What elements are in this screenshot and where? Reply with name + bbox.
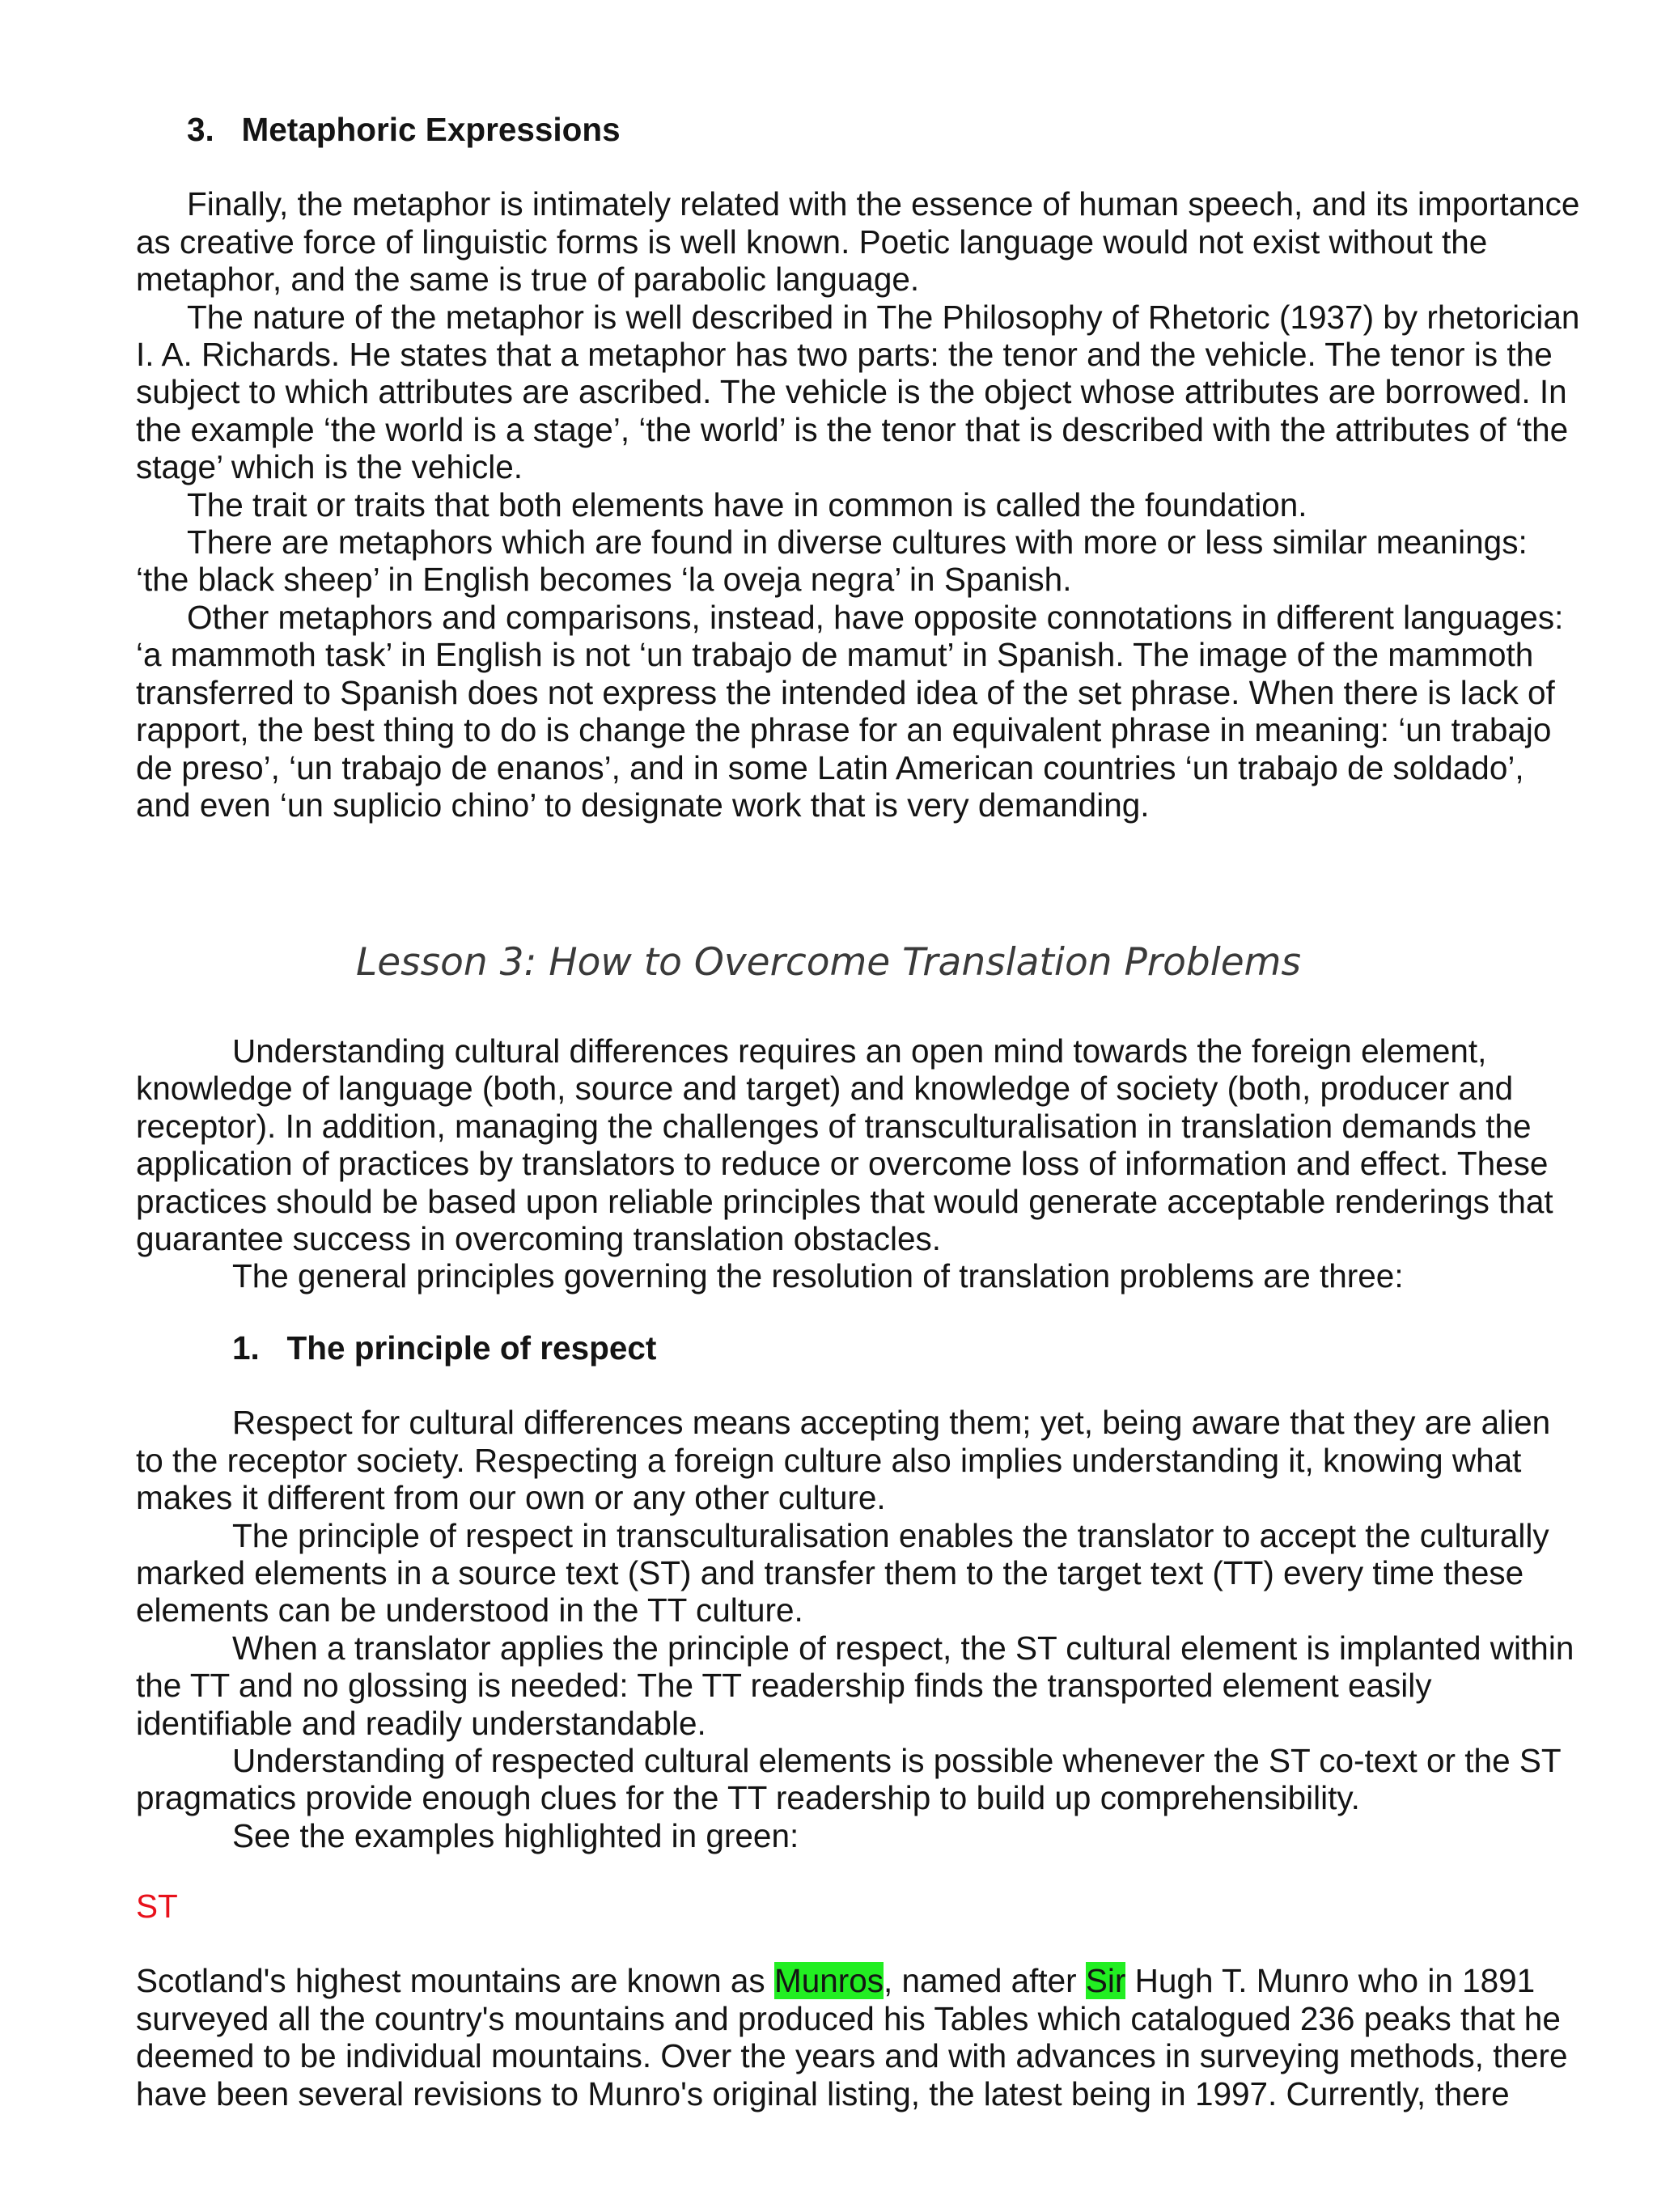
- paragraph: The trait or traits that both elements have in common is called the foundation.: [187, 485, 1307, 523]
- lesson-title: Lesson 3: How to Overcome Translation Problems: [356, 940, 1301, 985]
- paragraph: See the examples highlighted in green:: [232, 1816, 799, 1854]
- section-heading: 3. Metaphoric Expressions: [187, 111, 621, 148]
- section-heading: 1. The principle of respect: [232, 1329, 657, 1367]
- example-text: Scotland's highest mountains are known as: [136, 1962, 774, 2000]
- paragraph: Understanding of respected cultural elements is possible whenever the ST co-text or the ST pragmatics provide enough clues for the TT readership to build up comprehensibility.: [136, 1742, 1561, 1817]
- st-example-text: [136, 1962, 1584, 2112]
- paragraph: There are metaphors which are found in diverse cultures with more or less similar meanings: ‘the black sheep’ in English becomes ‘la oveja negra’ in Spanish.: [136, 523, 1528, 599]
- section-metaphoric-expressions: [136, 111, 1584, 824]
- example-text: , named after: [884, 1962, 1086, 2000]
- paragraph: Finally, the metaphor is intimately related with the essence of human speech, and its importance as creative force of linguistic forms is well known. Poetic language would not exist without the metaphor, and the same is true of parabolic language.: [136, 185, 1580, 299]
- st-label: ST: [136, 1888, 178, 1925]
- principle-of-respect: [136, 1329, 1584, 1854]
- highlight-sir: Sir: [1085, 1962, 1126, 2000]
- paragraph: The principle of respect in transculturalisation enables the translator to accept the culturally marked elements in a source text (ST) and transfer them to the target text (TT) every time these elements can be understood in the TT culture.: [136, 1516, 1549, 1629]
- paragraph: Understanding cultural differences requires an open mind towards the foreign element, knowledge of language (both, source and target) and knowledge of society (both, producer and receptor). In addition, managing the challenges of transculturalisation in translation demands the application of practices by translators to reduce or overcome loss of information and effect. These practices should be based upon reliable principles that would generate acceptable renderings that guarantee success in overcoming translation obstacles.: [136, 1032, 1553, 1258]
- paragraph: When a translator applies the principle of respect, the ST cultural element is implanted within the TT and no glossing is needed: The TT readership finds the transported element easily identifiable and readily understandable.: [136, 1629, 1574, 1742]
- paragraph: Respect for cultural differences means accepting them; yet, being aware that they are alien to the receptor society. Respecting a foreign culture also implies understanding it, knowing what makes it different from our own or any other culture.: [136, 1404, 1551, 1517]
- highlight-munros: Munros: [773, 1962, 884, 2000]
- st-example: [136, 1888, 1584, 2112]
- example-text: Hugh T. Munro who in 1891 surveyed all the country's mountains and produced his Tables which catalogued 236 peaks that he deemed to be individual mountains. Over the years and with advances in surveying methods, there have been several revisions to Munro's original listing, the latest being in 1997. Currently, there: [136, 1962, 1568, 2112]
- paragraph: Other metaphors and comparisons, instead, have opposite connotations in different languages: ‘a mammoth task’ in English is not ‘un trabajo de mamut’ in Spanish. The image of the mammoth transferred to Spanish does not express the intended idea of the set phrase. When there is lack of rapport, the best thing to do is change the phrase for an equivalent phrase in meaning: ‘un trabajo de preso’, ‘un trabajo de enanos’, and in some Latin American countries ‘un trabajo de soldado’, and even ‘un suplicio chino’ to designate work that is very demanding.: [136, 598, 1564, 824]
- lesson-intro: [136, 1032, 1584, 1295]
- paragraph: The nature of the metaphor is well described in The Philosophy of Rhetoric (1937) by rhetorician I. A. Richards. He states that a metaphor has two parts: the tenor and the vehicle. The tenor is the subject to which attributes are ascribed. The vehicle is the object whose attributes are borrowed. In the example ‘the world is a stage’, ‘the world’ is the tenor that is described with the attributes of ‘the stage’ which is the vehicle.: [136, 298, 1580, 486]
- paragraph: The general principles governing the resolution of translation problems are three:: [232, 1257, 1404, 1295]
